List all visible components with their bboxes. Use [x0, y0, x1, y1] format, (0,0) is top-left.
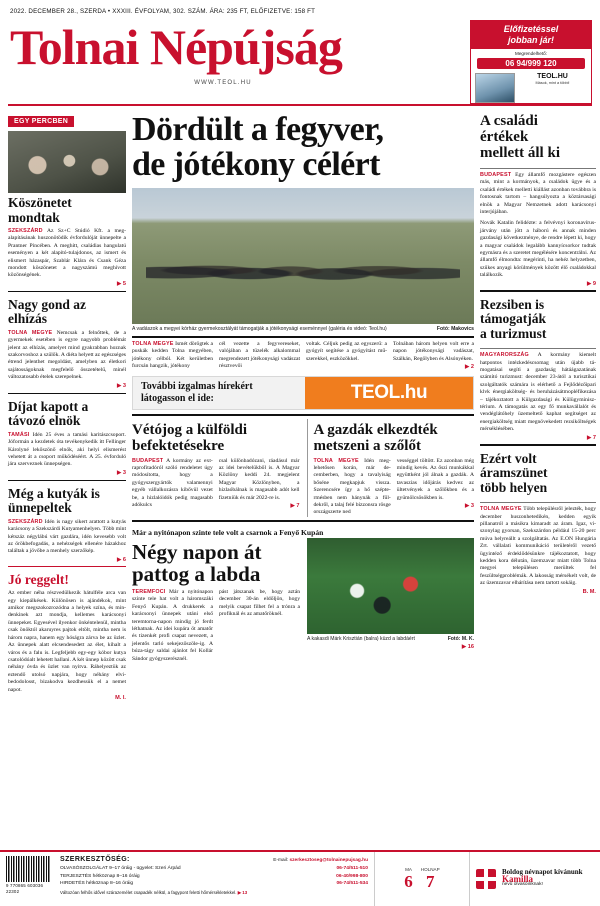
- right-item1-title: [480, 110, 596, 164]
- weather-note-more[interactable]: ▶ 13: [237, 889, 248, 895]
- teol-promo-line1: További izgalmas hírekért: [141, 380, 253, 392]
- left-item1-more[interactable]: ▶ 5: [117, 280, 126, 287]
- right-item2-text: A kormány kiemelt hatpontos intézkedéscsomag után újabb támogatásai segíti a gazdaság hátáágazatának számító turizmust: december 23-ától a turisztikai szolgáltatók számára is elérhető a Fejlődézőipari klvk énergiaköltség- és beruházásátmopléfikezása – tájékoztatott a Külgazdasági és Külügyminisztérium. A támogatás az egy fő munkavállalót és vendéglátóhely üzemeltető kaphat segítséget az energiaköltség miatt megnövekedett rezsiköltségek mérséklésében.: [480, 352, 596, 433]
- right-divider-5: [480, 502, 596, 503]
- promo-headline-line1: Előfizetéssel: [503, 24, 559, 34]
- center-story-veto-kicker: BUDAPEST: [132, 457, 164, 464]
- center-story-futsal: [132, 525, 474, 663]
- nameday-heading: Boldog névnapot kívánunk: [502, 868, 583, 877]
- right-item1-kicker: BUDAPEST: [480, 172, 512, 178]
- main-lead-col1-text: Ismét dörögtek a puskák kedden Tolna megyében, jótékony célból. Két kerületben furcsán hangzik, jótékony: [132, 341, 213, 370]
- right-item3-title-line3: több helyen: [480, 479, 548, 495]
- right-item3-title: [480, 449, 596, 499]
- content-grid: [8, 110, 596, 701]
- left-item2-more[interactable]: ▶ 3: [117, 382, 126, 389]
- right-divider-3: [480, 348, 596, 349]
- left-item2-kicker: TOLNA MEGYE: [8, 329, 53, 336]
- contact-phone-reader-service[interactable]: 06-74/511-510: [336, 866, 368, 871]
- right-item3-signature: B. M.: [582, 588, 596, 595]
- left-item4-more[interactable]: ▶ 6: [117, 556, 126, 563]
- teol-promo-logo[interactable]: TEOL.hu: [305, 377, 473, 409]
- right-item2-body: [480, 352, 596, 433]
- editorial-email-row: [273, 858, 368, 863]
- center-story-veto-col2-wrap: [219, 458, 300, 510]
- center-story-veto-more[interactable]: ▶ 7: [290, 503, 300, 510]
- center-story-veto-col1-text: A kormány az extraprofitadóról szóló rendeletet úgy módosította, hogy a gyógyszergyártók valamennyi egyéb vállalkozásra kibővül vezet be, a hizlalóidók pedig magasabb adókulcs: [132, 457, 213, 509]
- right-divider-2: [480, 290, 596, 292]
- left-item4-body: [8, 519, 126, 556]
- gift-icon: [476, 869, 496, 889]
- right-item2-title: [480, 295, 596, 345]
- teol-promo-text: [133, 377, 305, 409]
- right-item3-body: [480, 506, 596, 587]
- left-item1-text: Az Sz+C Stúdió Kft. a megalapításának huszonötödik évfordulóját ünnepelte a Prantner Pincében. A meghitt, családias hangulatú eseményen a két alapító-tulajdonos, az ismert és elismert házaspár, Szablár Klára és Csank Géza mondott köszönetet a nagyszámú meghívott közönségének.: [8, 228, 127, 279]
- right-item2-more[interactable]: ▶ 7: [587, 434, 596, 441]
- weather-tomorrow-label: HOLNAP: [420, 866, 440, 872]
- center-divider-3: [132, 520, 474, 522]
- center-story-vine-more[interactable]: ▶ 3: [465, 503, 474, 510]
- center-story-futsal-photo-wrap: [307, 538, 474, 663]
- left-item1-title: Köszönetet mondtak: [8, 195, 72, 225]
- center-story-futsal-text: [132, 538, 300, 663]
- promo-paper-thumbnail: [475, 73, 515, 103]
- center-story-vine-kicker: TOLNA MEGYE: [313, 457, 359, 464]
- promo-headline-line2: jobban jár!: [507, 35, 554, 45]
- left-photo-thankyou: [8, 131, 126, 193]
- main-lead-col3: voltak. Céljuk pedig az egyszerű: a gyógyít segítése a gyógyítást műszerekkel, eszközökkel.: [306, 341, 387, 362]
- left-item5-title: Jó reggelt!: [8, 571, 69, 587]
- main-lead-col1: [132, 341, 213, 371]
- right-item3-title-line1: Ezért volt: [480, 450, 537, 466]
- paper-website: WWW.TEOL.HU: [194, 80, 252, 86]
- center-story-veto-col2: csal különbadózani, ráadásul már az idei bevételükből is. A Magyar Közlöny keddi 24. megjelent Magyar Közlönyben, a hizlaóbálnak is magasabb adót kell fizetniük és már 2022-re is.: [218, 457, 300, 501]
- paper-title: Tolnai Népújság: [10, 19, 342, 75]
- left-item4-title: Még a kutyák is ünnepeltek: [8, 485, 100, 516]
- center-photo-futsal-caption: A kakasdi Márk Krisztián (balra) küzd a labdáért: [307, 635, 415, 642]
- promo-site-name: TEOL.HU: [537, 73, 568, 80]
- promo-phone-number[interactable]: 06 94/999 120: [477, 58, 585, 69]
- left-item2-body: [8, 330, 126, 382]
- editorial-header-row: [60, 856, 368, 865]
- left-item3-title: Díjat kapott a távozó elnök: [8, 398, 89, 429]
- main-headline-line1: Dördült a fegyver,: [132, 111, 384, 148]
- center-story-futsal-title-line1: Négy napon át: [132, 539, 262, 564]
- left-item5-text: Az ember néha részvedülkezik hátulféle arca van egy kiepálkések. Különösen is ajándékok, mint amikor megszokozrozódna a helyek szína, és mindenkinek azt mondja, kellemes karácsonyi ünnepeket. Egyesével ilyenkor önkéntelenül, mintha csak önöktól akaruyres pajtok eltölt, mintha nem is három napra, hanem egy hóságra zárva be az üzlet. Az ünnepek alatt elcsendesedett az élet, kihalt a város és a falu is. Legfeljebb egy-egy kóbor kutya csatolódóalt lehetett hallani. A két ünnep között csak néhány óvda és üzlet van nyitva. Ráhelyeztük az eztendő utolsó napjára, hogy néhány elvibedodolosst, bizakodva kezdhessük el a nemet napot.: [8, 590, 126, 693]
- right-item1-title-line3: mellett áll ki: [480, 145, 560, 161]
- editorial-email[interactable]: szerkesztoseg@tolnainepujsag.hu: [289, 858, 368, 863]
- promo-headline: [471, 21, 591, 49]
- right-item3-kicker: TOLNA MEGYE: [480, 506, 522, 513]
- left-item3-kicker: TAMÁSI: [8, 431, 30, 438]
- barcode-image: [6, 856, 50, 882]
- center-photo-futsal-credit: Fotó: M. K.: [447, 635, 474, 642]
- main-lead-kicker: TOLNA MEGYE: [132, 341, 174, 347]
- editorial-email-label: E-mail:: [273, 858, 289, 863]
- contact-row-reader-service: [60, 865, 368, 873]
- section-chip-egy-percben: EGY PERCBEN: [8, 116, 74, 127]
- masthead: [8, 18, 592, 102]
- left-item4-kicker: SZEKSZÁRD: [8, 518, 43, 525]
- right-item2-title-line2: támogatják: [480, 311, 546, 327]
- left-divider-2: [8, 393, 126, 394]
- center-divider-2: [132, 414, 474, 416]
- teol-promo-line2: látogasson el ide:: [141, 392, 214, 404]
- weather-today: [404, 867, 413, 892]
- issue-meta: 2022. DECEMBER 28., SZERDA • XXXIII. ÉVFOLYAM, 302. SZÁM. ÁRA: 235 FT, ELŐFIZETVE: 158 FT: [10, 8, 316, 15]
- right-item1-body: [480, 172, 596, 216]
- right-column: [480, 110, 596, 701]
- main-photo-hunters: [132, 188, 474, 324]
- center-column: [132, 110, 474, 701]
- nameday-block: [470, 852, 600, 906]
- left-item5-signature: M. I.: [115, 694, 126, 701]
- center-mid-stories: [132, 419, 474, 517]
- right-item1-title-line1: A családi: [480, 113, 538, 129]
- center-story-futsal-title-line2: pattog a labda: [132, 561, 261, 586]
- weather-note: [60, 888, 368, 896]
- right-item2-title-line3: a turizmust: [480, 325, 547, 341]
- center-story-futsal-more[interactable]: ▶ 16: [461, 643, 474, 650]
- page-footer: [0, 850, 600, 906]
- contact-label-reader-service: OLVASÓSZOLGÁLAT 9–17 óráig - ügyelet: Szeri Árpád: [60, 866, 181, 871]
- main-lead-columns: [132, 341, 474, 371]
- main-lead-col4-wrap: [393, 341, 474, 371]
- left-item3-more[interactable]: ▶ 3: [117, 469, 126, 476]
- contact-label-distribution: TERJESZTÉS hétköznap 8–16 óráig: [60, 873, 140, 879]
- contact-phone-distribution[interactable]: 06-40/998-800: [336, 873, 368, 879]
- main-photo-credit: Fotó: Makovics: [436, 326, 474, 332]
- center-divider-1: [132, 336, 474, 338]
- main-lead-col2: cél vezette a fegyvereseket, valójában a tüzelék alkalommal megrendezett jótékonysági vadászat résztvevői: [219, 341, 300, 370]
- center-story-vine-col2: vességgel töltött. Ez azonban még mindig kevés. Az őszi munkákkal együttként jól álnak a gazdák. A tavaszias időjárás kedvez az ültetvények a szőlőkben és a gyümölcsösökben is.: [396, 457, 474, 501]
- weather-tomorrow: [421, 867, 440, 892]
- center-story-futsal-layout: [132, 538, 474, 663]
- main-headline-line2: de jótékony célért: [132, 146, 380, 183]
- center-story-futsal-kicker: TEREMFOCI: [132, 588, 166, 595]
- contact-phone-advertising[interactable]: 06-74/511-534: [336, 881, 368, 887]
- nameday-name: Kamilla: [502, 873, 533, 884]
- center-story-veto: [132, 419, 300, 517]
- main-photo-caption: A vadászok a megyei kórház gyermekosztályát támogatják a jótékonysági eseménnyel (galéria és videó: Teol.hu): [132, 326, 387, 332]
- main-lead-col4: Tolnában három helyen volt erre a napon jótékonysági vadászat, Szálkán, Regölyben és Alsónyéken.: [393, 341, 474, 362]
- masthead-divider: [8, 104, 592, 106]
- subscription-promo-box[interactable]: [470, 20, 592, 104]
- center-story-vine-col2-wrap: [397, 458, 474, 517]
- barcode-number: 9 770865 603036: [6, 883, 44, 888]
- center-story-futsal-col1-text: Már a nyitónapon szinte tele hat volt a háromszáki Fenyő Kupán. A drukkerek a karácsonyi ünnepek utáni első teremtorna-napon mindig jó ferdt léthatnak. Az idei kupára öt amatőr és tizenkét profi csapat nevezett, a jelentős tarló sekejezőszöle-ig. A búza-tágy saldai ajánlot fel Kollár Sándor gyógyszerésznél.: [132, 588, 213, 662]
- center-story-vine: [307, 419, 475, 517]
- right-item2-kicker: MAGYARORSZÁG: [480, 352, 529, 359]
- left-item1-body: [8, 228, 126, 280]
- editorial-contact-rows: [60, 865, 368, 888]
- center-story-vine-body: [314, 458, 475, 517]
- right-item3-title-line2: áramszünet: [480, 465, 548, 481]
- center-story-veto-title: Vétójog a külföldi befektetésekre: [132, 421, 248, 454]
- right-item2-title-line1: Rezsiben is: [480, 296, 545, 312]
- barcode-block: [0, 852, 54, 906]
- left-item4-text: Idén is nagy sikert arattott a kutyás karácsony a Szekszárdi Kutyamenhelyen. Több mint kétszáz négylábú várt gazdára, idén kevesebb volt az örökbefogadás, a nehézségek ellenére házakhoz találtak a jövőbe a menhely szerzőkép.: [8, 518, 126, 555]
- right-item1-more[interactable]: ▶ 9: [587, 280, 596, 287]
- weather-tomorrow-value: 7: [426, 871, 435, 891]
- right-item3-text: Több településről jelezték, hogy december huszonhetedikén, kedden egyik pillanatról a másikra kimaradt az áram. Igaz, viszonylag gyorsan, Szekszárdon például 15-20 perc múva helyreállt a szolgáltatás. Az E.ON Hungária Zrt. vállalati kommunikáció területéről vezető ügyintéző érdeklődésünkre tájékoztatott, hogy kedden kora délután, üzemzavar miatt több Tolna megyei településen merültek fel feszültségproblémák. A lakosság mérsékelt volt, de az üzemzavar elhárítása nem tartott sokáig.: [480, 506, 596, 587]
- promo-subtitle: Megrendelhető:: [515, 51, 547, 56]
- nameday-note: nevű olvasóinknak!: [502, 882, 543, 888]
- weather-block: [374, 852, 470, 906]
- center-story-futsal-title: [132, 538, 300, 589]
- left-divider-1: [8, 291, 126, 292]
- main-lead-more[interactable]: ▶ 2: [465, 364, 474, 371]
- weather-today-value: 6: [404, 871, 413, 891]
- left-item3-text: Idén 25 éves a tamási karitászcsoport. Jóformán a kezdetek óta tevékenykedik itt Fellinger Károlyné lekőszönő elnök, aki helyi elismerést vehetett át a csoport működéséért. A 25. évforduló jára szerveznek ünnepségen.: [8, 431, 126, 468]
- left-item1-kicker: SZEKSZÁRD: [8, 228, 43, 234]
- left-column: [8, 110, 126, 701]
- right-item1-text2: Novák Katalin felidézte: a felvévnyi koronavírus-járvány után jött a háború és annak minden gazdasági következménye, de rendre lépett ki, hogy a magyar családok legalább kannyícsorkor tudtak egymásra és a szeretet megélésére koncentrálni. Az államfő élmondta: megérinti, ha nehéz helyzetben, szűkes anyagi körülmények között élő családokkal találkozik.: [480, 220, 596, 279]
- editorial-contact-block: [54, 852, 374, 906]
- right-item1-title-line2: értékek: [480, 129, 529, 145]
- barcode-issue-code: 22302: [6, 889, 20, 894]
- center-story-futsal-body: [132, 589, 300, 663]
- center-story-veto-body: [132, 458, 300, 510]
- promo-bottom: [471, 71, 591, 104]
- center-story-futsal-overline: Már a nyitónapon szinte tele volt a csarnok a Fenyő Kupán: [132, 527, 324, 537]
- center-story-veto-col1: [132, 458, 213, 510]
- right-divider-4: [480, 444, 596, 446]
- left-item2-title: Nagy gond az elhízás: [8, 296, 87, 327]
- left-item3-body: [8, 432, 126, 469]
- center-photo-futsal: [307, 538, 474, 634]
- center-story-vine-title: A gazdák elkezdték metszeni a szőlőt: [313, 421, 438, 454]
- left-divider-3: [8, 480, 126, 481]
- left-item2-text: Nemcsak a felnőttek, de a gyermekek esetében is egyre nagyobb problémát jelent az elhízás, amelyet mind gyakrabban hoznak szakorvoshoz a szülők. A diéta helyett az egészséges étrend jelenthet megoldást, amelyben az életkori sajátosságoknak megfelelő összetételű, minél változatosabb ételek szerepelnek.: [8, 329, 127, 381]
- editorial-title: SZERKESZTŐSÉG:: [60, 856, 130, 863]
- main-photo-caption-row: [132, 324, 474, 333]
- center-story-vine-col1: [314, 458, 391, 517]
- contact-row-advertising: [60, 880, 368, 888]
- center-story-vine-col1-text: Idén meglehetősen korán, már decemberben, hogy a tavalyiság bőséne megkapjuk vissza. Szerencsére így a hő széptermésben nem hánynák a fűldekről, a talaj felé bízzonsra rösge országszerte ned: [313, 457, 391, 516]
- contact-row-distribution: [60, 873, 368, 881]
- center-story-futsal-col2: pást játszanak be, hogy aztán december 30-án eldőljön, hogy melyik csapat filhet fel a trónra a profiknál és az amatőröknél.: [219, 588, 300, 618]
- center-photo-futsal-caption-row: [307, 634, 474, 643]
- right-divider-1: [480, 168, 596, 169]
- promo-tagline: Mások, mint a többi!: [535, 81, 570, 85]
- left-divider-4: [8, 566, 126, 567]
- center-story-futsal-col1: [132, 589, 213, 663]
- main-headline: [132, 110, 474, 188]
- weather-today-label: MA: [405, 866, 412, 872]
- contact-label-advertising: HIRDETÉS hétköznap 8–16 óráig: [60, 881, 134, 887]
- promo-brand-block: [518, 73, 587, 85]
- weather-note-text: Változóan felhős idővel szárazemélet csapadék nélkül, a fagypont feletti hőmérsékletekkel.: [60, 889, 237, 895]
- teol-promo-strip[interactable]: [132, 376, 474, 410]
- right-item1-text: Egy államfő mozgástere egészen más, mint a kormányok, a családok ügye és a családi értékek melletti kiállást azonban továbbra is fontosnak tartom – hangsúlyozta a köztársasági elnök a Magyar Nemzetnek adott karácsonyi interjújában.: [480, 172, 596, 216]
